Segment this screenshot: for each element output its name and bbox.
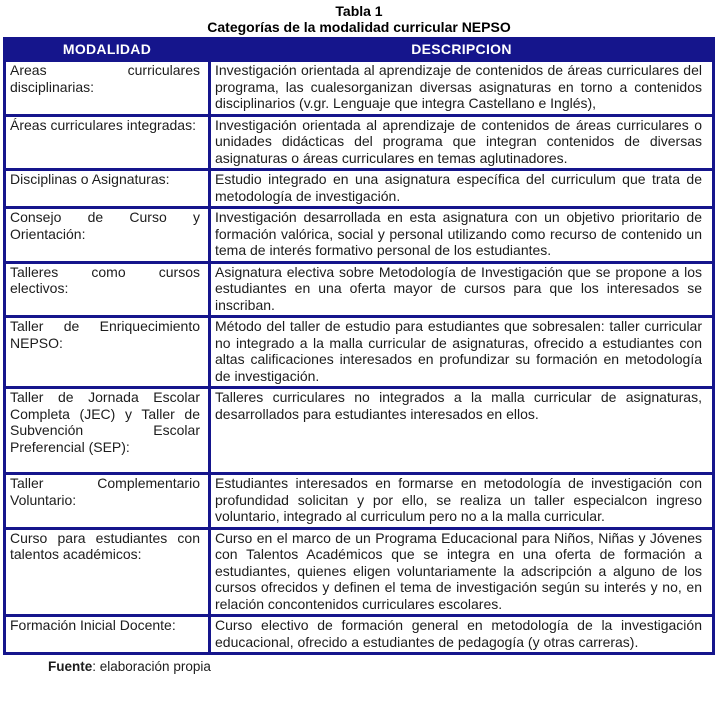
descripcion-cell: Asignatura electiva sobre Metodología de Investigación que se propone a los estudiantes en una oferta mayor de cursos para que los interesados se inscriban. — [210, 262, 714, 317]
table-row — [5, 317, 714, 388]
table-row — [5, 616, 714, 654]
descripcion-cell: Investigación orientada al aprendizaje de contenidos de áreas curriculares del programa, las cualesorganizan diversas asignaturas en torno a contenidos disciplinarios (v.gr. Lenguaje que integra Castellano e Inglés), — [210, 61, 714, 116]
descripcion-cell: Curso electivo de formación general en metodología de la investigación educacional, ofrecido a estudiantes de pedagogía (y otras carreras). — [210, 616, 714, 654]
descripcion-cell: Investigación desarrollada en esta asignatura con un objetivo prioritario de formación valórica, social y personal utilizando como recurso de contenido un tema de interés formativo personal de los estudiantes. — [210, 208, 714, 263]
table-row — [5, 115, 714, 170]
source-note — [48, 659, 718, 675]
modalidad-cell: Consejo de Curso y Orientación: — [5, 208, 210, 263]
table-row — [5, 474, 714, 529]
table-title: Tabla 1 — [335, 3, 383, 19]
modalidad-cell: Formación Inicial Docente: — [5, 616, 210, 654]
descripcion-cell: Investigación orientada al aprendizaje de contenidos de áreas curriculares o unidades didácticas del programa que integran contenidos de diversas asignaturas o áreas curriculares en temas aglutinadores. — [210, 115, 714, 170]
modalidad-cell: Taller de Jornada Escolar Completa (JEC) y Taller de Subvención Escolar Preferencial (SEP): — [5, 388, 210, 474]
header-row — [5, 39, 714, 61]
table-row — [5, 61, 714, 116]
source-text: : elaboración propia — [92, 659, 211, 674]
nepso-table — [3, 37, 715, 655]
table-row — [5, 528, 714, 616]
modalidad-cell: Areas curriculares disciplinarias: — [5, 61, 210, 116]
table-row — [5, 170, 714, 208]
modalidad-cell: Talleres como cursos electivos: — [5, 262, 210, 317]
descripcion-cell: Método del taller de estudio para estudiantes que sobresalen: taller curricular no integrado a la malla curricular de asignaturas, ofrecido a estudiantes con altas calificaciones interesados en profundizar su formación en metodología de investigación. — [210, 317, 714, 388]
modalidad-cell: Taller Complementario Voluntario: — [5, 474, 210, 529]
table-row — [5, 262, 714, 317]
column-header-modalidad: MODALIDAD — [5, 39, 210, 61]
modalidad-cell: Disciplinas o Asignaturas: — [5, 170, 210, 208]
descripcion-cell: Curso en el marco de un Programa Educacional para Niños, Niñas y Jóvenes con Talentos Académicos que se integra en una oferta de formación a estudiantes, quienes eligen voluntariamente la adscripción a alguno de los cursos ofrecidos y definen el tema de investigación según su interés y no, en relación concontenidos curriculares escolares. — [210, 528, 714, 616]
table-row — [5, 388, 714, 474]
descripcion-cell: Estudio integrado en una asignatura específica del curriculum que trata de metodología de investigación. — [210, 170, 714, 208]
modalidad-cell: Curso para estudiantes con talentos académicos: — [5, 528, 210, 616]
document-title — [0, 0, 718, 35]
column-header-descripcion: DESCRIPCION — [210, 39, 714, 61]
descripcion-cell: Estudiantes interesados en formarse en metodología de investigación con profundidad solicitan y por ello, se realiza un taller especialcon ingreso voluntario, integrado al curriculum pero no a la malla curricular. — [210, 474, 714, 529]
modalidad-cell: Áreas curriculares integradas: — [5, 115, 210, 170]
table-subtitle: Categorías de la modalidad curricular NEPSO — [207, 19, 511, 35]
descripcion-cell: Talleres curriculares no integrados a la malla curricular de asignaturas, desarrollados para estudiantes interesados en ellos. — [210, 388, 714, 474]
modalidad-cell: Taller de Enriquecimiento NEPSO: — [5, 317, 210, 388]
table-row — [5, 208, 714, 263]
source-label: Fuente — [48, 659, 93, 674]
